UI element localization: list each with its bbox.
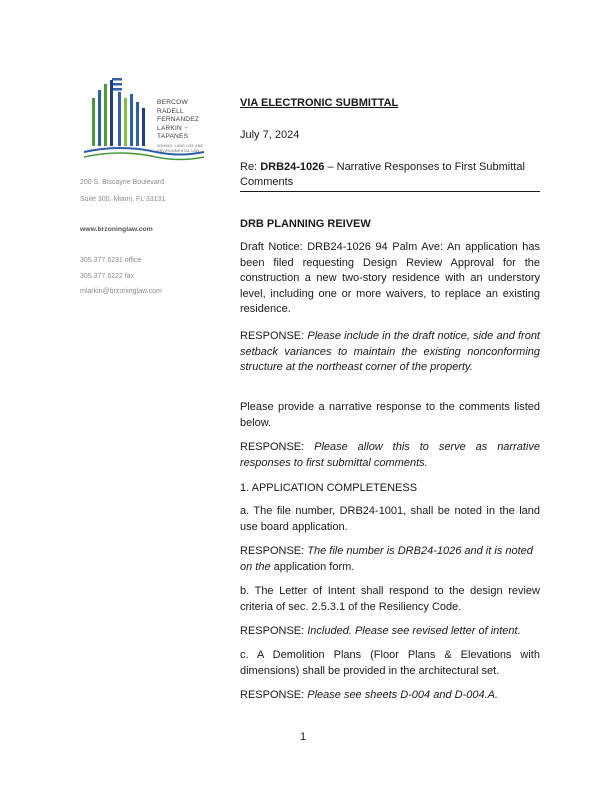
firm-name-line: TAPANES — [157, 133, 189, 141]
item-b: b. The Letter of Intent shall respond to the design review criteria of sec. 2.5.3.1 of the Resiliency Code. — [240, 585, 540, 613]
plus-icon: + — [184, 124, 189, 132]
office-phone: 305.377.6231 office — [80, 257, 142, 264]
firm-name-line: RADELL — [157, 107, 184, 115]
item-a: a. The file number, DRB24-1001, shall be noted in the land use board application. — [240, 505, 540, 533]
section-heading: DRB PLANNING REIVEW — [240, 218, 371, 230]
re-line: Re: DRB24-1026 – Narrative Responses to First Submittal Comments — [240, 160, 540, 192]
file-number: DRB24-1026 — [260, 161, 325, 173]
email-link[interactable]: mlarkin@brzoninglaw.com — [80, 288, 162, 295]
request-paragraph: Please provide a narrative response to the comments listed below. — [240, 401, 540, 429]
website-link[interactable]: www.brzoninglaw.com — [80, 226, 153, 233]
item-1-heading: 1. APPLICATION COMPLETENESS — [240, 482, 418, 494]
firm-name-line: LARKIN + — [157, 124, 189, 132]
firm-tagline: ZONING, LAND USE AND ENVIRONMENTAL LAW — [157, 143, 204, 153]
address-line-2: Suite 300, Miami, FL 33131 — [80, 196, 166, 203]
via-line: VIA ELECTRONIC SUBMITTAL — [240, 97, 399, 109]
response-b: RESPONSE: Included. Please see revised letter of intent. — [240, 625, 521, 637]
response-2: RESPONSE: Please allow this to serve as narrative responses to first submittal comments. — [240, 441, 540, 469]
firm-name-line: BERCOW — [157, 99, 188, 106]
address-line-1: 200 S. Biscayne Boulevard — [80, 179, 165, 186]
response-1: RESPONSE: Please include in the draft notice, side and front setback variances to maintain the existing nonconforming structure at the northeast corner of the property. — [240, 330, 540, 373]
letter-date: July 7, 2024 — [240, 129, 300, 141]
draft-notice: Draft Notice: DRB24-1026 94 Palm Ave: An application has been filed requesting Design Review Approval for the construction a new two-story residence with an understory level, including one or more waivers, to replace an existing residence. — [240, 241, 540, 315]
firm-name-line: FERNANDEZ — [157, 116, 200, 124]
item-c: c. A Demolition Plans (Floor Plans & Elevations with dimensions) shall be provided in the architectural set. — [240, 649, 540, 677]
response-c: RESPONSE: Please see sheets D-004 and D-004.A. — [240, 689, 499, 701]
response-a: RESPONSE: The file number is DRB24-1026 and it is noted on the application form. — [240, 545, 533, 573]
firm-name — [157, 99, 203, 153]
fax-number: 305.377.6222 fax — [80, 273, 135, 280]
page-number: 1 — [300, 731, 307, 743]
